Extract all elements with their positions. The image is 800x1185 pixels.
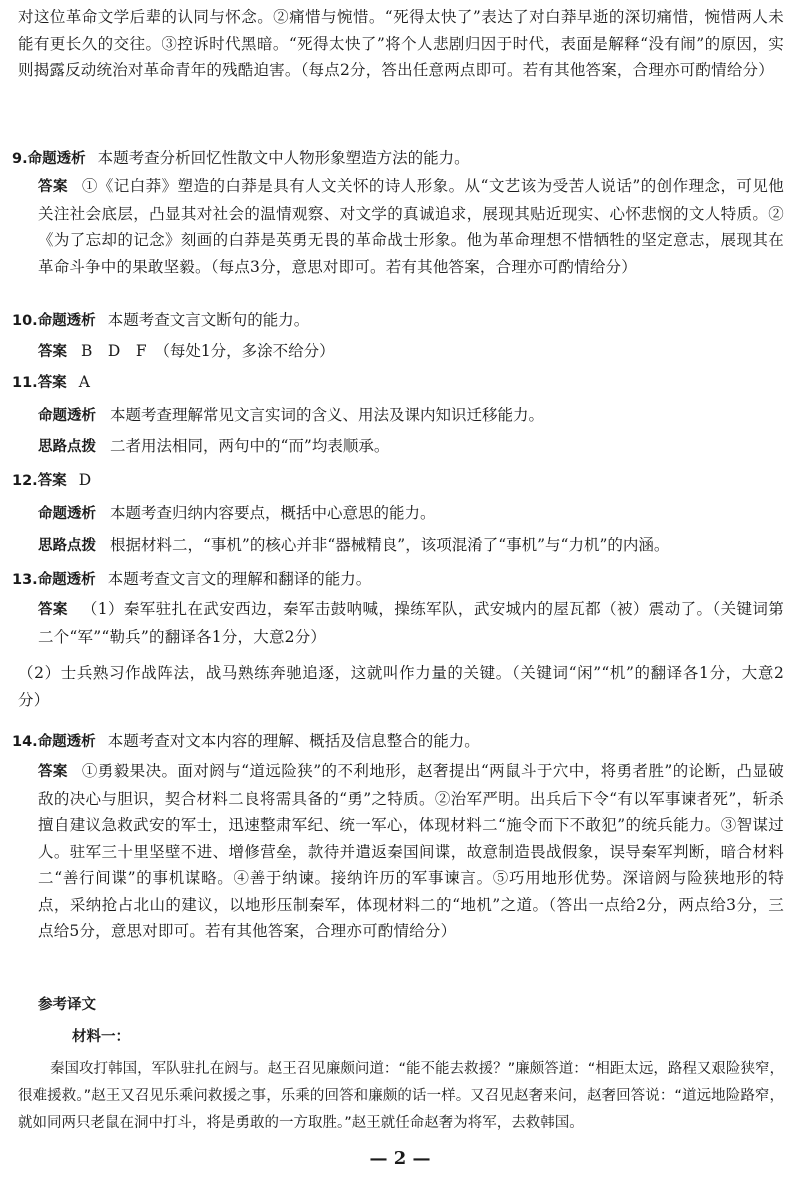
q14-answer bbox=[38, 758, 784, 945]
q13-number: 13. bbox=[12, 572, 38, 588]
reference-text: 秦国攻打韩国，军队驻扎在阏与。赵王召见廉颇问道：“能不能去救援？”廉颇答道：“相距太远，路程又艰险狭窄，很难援救。”赵王又召见乐乘问救援之事，乐乘的回答和廉颇的话一样。又召见赵奢来问，赵奢回答说：“道远地险路窄，就如同两只老鼠在洞中打斗，将是勇敢的一方取胜。”赵王就任命赵奢为将军，去救韩国。 bbox=[18, 1061, 784, 1131]
reference-heading: 参考译文 bbox=[38, 997, 96, 1013]
q11-hint-text: 二者用法相同，两句中的“而”均表顺承。 bbox=[110, 437, 390, 455]
q13-answer-2: （2）士兵熟习作战阵法，战马熟练奔驰追逐，这就叫作力量的关键。（关键词“闲”“机”的翻译各1分，大意2分） bbox=[18, 664, 784, 709]
q9-answer-label: 答案 bbox=[38, 179, 68, 195]
q10-header bbox=[12, 307, 784, 335]
q11-hint-label: 思路点拨 bbox=[38, 439, 96, 455]
q10-number: 10. bbox=[12, 313, 38, 329]
q13-answer-1 bbox=[38, 596, 784, 650]
q10-text: 本题考查文言文断句的能力。 bbox=[107, 311, 310, 329]
material-label: 材料一： bbox=[72, 1029, 130, 1045]
q11-number: 11. bbox=[12, 375, 38, 391]
q12-number: 12. bbox=[12, 473, 38, 489]
q12-header bbox=[12, 467, 784, 495]
q10-answer-text: B D F （每处1分，多涂不给分） bbox=[81, 342, 335, 360]
q12-hint-text: 根据材料二，“事机”的核心并非“器械精良”，该项混淆了“事机”与“力机”的内涵。 bbox=[110, 536, 670, 554]
q9-text: 本题考查分析回忆性散文中人物形象塑造方法的能力。 bbox=[97, 149, 470, 167]
q11-answer-label: 答案 bbox=[37, 375, 67, 391]
q11-hint bbox=[38, 433, 800, 461]
q9-answer-text: ①《记白莽》塑造的白莽是具有人文关怀的诗人形象。从“文艺该为受苦人说话”的创作理念，可见他关注社会底层，凸显其对社会的温情观察、对文学的真诚追求，展现其贴近现实、心怀悲悯的文人特质。②《为了忘却的记念》刻画的白莽是英勇无畏的革命战士形象。他为革命理想不惜牺牲的坚定意志，展现其在革命斗争中的果敢坚毅。（每点3分，意思对即可。若有其他答案，合理亦可酌情给分） bbox=[38, 177, 784, 276]
q12-answer-text: D bbox=[78, 471, 92, 489]
q11-label: 命题透析 bbox=[38, 408, 96, 424]
q14-answer-text: ①勇毅果决。面对阏与“道远险狭”的不利地形，赵奢提出“两鼠斗于穴中，将勇者胜”的论断，凸显破敌的决心与胆识，契合材料二良将需具备的“勇”之特质。②治军严明。出兵后下令“有以军事谏者死”，斩杀擅自建议急救武安的军士，迅速整肃军纪、统一军心，体现材料二“施令而下不敢犯”的统兵能力。③智谋过人。驻军三十里坚壁不进、增修营垒，款待并遣返秦国间谍，故意制造畏战假象，误导秦军判断，暗合材料二“善行间谍”的事机谋略。④善于纳谏。接纳许历的军事谏言。⑤巧用地形优势。深谙阏与险狭地形的特点，采纳抢占北山的建议，以地形压制秦军，体现材料二的“地机”之道。（答出一点给2分，两点给3分，三点给5分，意思对即可。若有其他答案，合理亦可酌情给分） bbox=[38, 762, 784, 940]
q14-number: 14. bbox=[12, 734, 38, 750]
q14-label: 命题透析 bbox=[37, 734, 96, 750]
q12-analysis bbox=[38, 500, 800, 528]
page-number: — 2 — bbox=[369, 1148, 431, 1169]
q12-hint bbox=[38, 532, 800, 560]
q10-answer bbox=[38, 338, 800, 366]
q12-label: 命题透析 bbox=[38, 506, 96, 522]
q11-header bbox=[12, 369, 784, 397]
q14-answer-label: 答案 bbox=[38, 764, 68, 780]
q9-answer bbox=[38, 173, 784, 280]
q13-answer-label: 答案 bbox=[38, 602, 68, 618]
q14-header bbox=[12, 728, 784, 756]
q10-label: 命题透析 bbox=[37, 313, 96, 329]
q11-answer-text: A bbox=[78, 373, 90, 391]
q9-header bbox=[12, 145, 784, 173]
q12-hint-label: 思路点拨 bbox=[38, 538, 96, 554]
q12-text: 本题考查归纳内容要点，概括中心意思的能力。 bbox=[110, 504, 436, 522]
q11-text: 本题考查理解常见文言实词的含义、用法及课内知识迁移能力。 bbox=[110, 406, 545, 424]
q12-answer-label: 答案 bbox=[37, 473, 67, 489]
q11-analysis bbox=[38, 402, 800, 430]
q13-header bbox=[12, 566, 784, 594]
q9-number: 9. bbox=[12, 151, 28, 167]
q13-label: 命题透析 bbox=[37, 572, 96, 588]
q13-text: 本题考查文言文的理解和翻译的能力。 bbox=[107, 570, 372, 588]
top-paragraph: 对这位革命文学后辈的认同与怀念。②痛惜与惋惜。“死得太快了”表达了对白莽早逝的深切痛惜，惋惜两人未能有更长久的交往。③控诉时代黑暗。“死得太快了”将个人悲剧归因于时代，表面是解释“没有闹”的原因，实则揭露反动统治对革命青年的残酷迫害。（每点2分，答出任意两点即可。若有其他答案，合理亦可酌情给分） bbox=[18, 8, 784, 79]
q9-label: 命题透析 bbox=[27, 151, 86, 167]
q10-answer-label: 答案 bbox=[38, 344, 67, 360]
q13-answer-1-text: （1）秦军驻扎在武安西边，秦军击鼓呐喊，操练军队，武安城内的屋瓦都（被）震动了。（关键词第二个“军”“勒兵”的翻译各1分，大意2分） bbox=[38, 600, 784, 646]
q14-text: 本题考查对文本内容的理解、概括及信息整合的能力。 bbox=[107, 732, 480, 750]
